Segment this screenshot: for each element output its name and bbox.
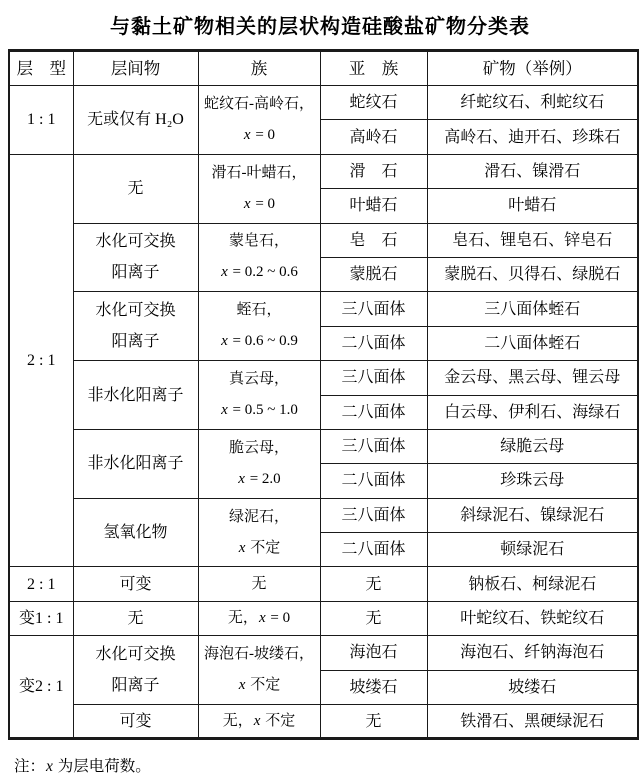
table-cell: 叶蜡石 xyxy=(320,189,427,223)
table-row xyxy=(9,705,638,739)
table-cell: 无 xyxy=(320,705,427,739)
table-cell: 滑石、镍滑石 xyxy=(427,154,638,188)
table-cell: 无 xyxy=(73,154,198,223)
table-cell: 海泡石 xyxy=(320,636,427,670)
table-cell: 顿绿泥石 xyxy=(427,533,638,567)
table-cell: 二八面体蛭石 xyxy=(427,326,638,360)
column-header-layer-type: 层 型 xyxy=(9,51,73,86)
table-cell: 无，x = 0 xyxy=(198,601,320,635)
column-header-interlayer-material: 层间物 xyxy=(73,51,198,86)
table-cell: 2 : 1 xyxy=(9,154,73,567)
table-row xyxy=(9,292,638,326)
table-row xyxy=(9,361,638,395)
table-cell: 叶蜡石 xyxy=(427,189,638,223)
table-row xyxy=(9,498,638,532)
table-cell: 无 xyxy=(198,567,320,601)
table-cell: 皂石、锂皂石、锌皂石 xyxy=(427,223,638,257)
table-cell: 蛇纹石 xyxy=(320,86,427,120)
table-cell: 滑 石 xyxy=(320,154,427,188)
table-cell: 二八面体 xyxy=(320,326,427,360)
footnote: 注：x 为层电荷数。 xyxy=(14,758,151,776)
column-header-mineral-examples: 矿物（举例） xyxy=(427,51,638,86)
table-cell: 珍珠云母 xyxy=(427,464,638,498)
table-row xyxy=(9,567,638,601)
header-row xyxy=(9,51,638,86)
table-cell: 二八面体 xyxy=(320,533,427,567)
table-cell: 三八面体蛭石 xyxy=(427,292,638,326)
column-header-group: 族 xyxy=(198,51,320,86)
table-cell: 二八面体 xyxy=(320,464,427,498)
table-cell: 无 xyxy=(320,601,427,635)
table-cell: 三八面体 xyxy=(320,498,427,532)
table-cell: 高岭石 xyxy=(320,120,427,154)
table-cell: 绿脆云母 xyxy=(427,429,638,463)
table-cell: 坡缕石 xyxy=(320,670,427,704)
table-cell: 钠板石、柯绿泥石 xyxy=(427,567,638,601)
table-cell: 无 xyxy=(73,601,198,635)
table-cell: 坡缕石 xyxy=(427,670,638,704)
table-cell: 无，x 不定 xyxy=(198,705,320,739)
table-row xyxy=(9,86,638,120)
table-row xyxy=(9,154,638,188)
table-cell: 水化可交换 阳离子 xyxy=(73,636,198,705)
table-cell: 三八面体 xyxy=(320,292,427,326)
table-cell: 变1 : 1 xyxy=(9,601,73,635)
table-row xyxy=(9,636,638,670)
table-cell: 可变 xyxy=(73,567,198,601)
table-cell: 斜绿泥石、镍绿泥石 xyxy=(427,498,638,532)
table-cell: 绿泥石， x 不定 xyxy=(198,498,320,567)
column-header-subgroup: 亚 族 xyxy=(320,51,427,86)
table-cell: 非水化阳离子 xyxy=(73,429,198,498)
table-cell: 1 : 1 xyxy=(9,86,73,155)
table-cell: 白云母、伊利石、海绿石 xyxy=(427,395,638,429)
table-cell: 叶蛇纹石、铁蛇纹石 xyxy=(427,601,638,635)
table-cell: 水化可交换 阳离子 xyxy=(73,223,198,292)
table-cell: 无 xyxy=(320,567,427,601)
table-cell: 变2 : 1 xyxy=(9,636,73,739)
table-cell: 真云母， x = 0.5 ~ 1.0 xyxy=(198,361,320,430)
table-cell: 海泡石-坡缕石， x 不定 xyxy=(198,636,320,705)
table-cell: 二八面体 xyxy=(320,395,427,429)
table-cell: 蛇纹石-高岭石， x = 0 xyxy=(198,86,320,155)
table-cell: 脆云母， x = 2.0 xyxy=(198,429,320,498)
table-cell: 金云母、黑云母、锂云母 xyxy=(427,361,638,395)
table-cell: 海泡石、纤钠海泡石 xyxy=(427,636,638,670)
table-cell: 蛭石， x = 0.6 ~ 0.9 xyxy=(198,292,320,361)
table-cell: 三八面体 xyxy=(320,361,427,395)
table-cell: 2 : 1 xyxy=(9,567,73,601)
table-cell: 滑石-叶蜡石， x = 0 xyxy=(198,154,320,223)
table-cell: 高岭石、迪开石、珍珠石 xyxy=(427,120,638,154)
table-cell: 纤蛇纹石、利蛇纹石 xyxy=(427,86,638,120)
table-row xyxy=(9,429,638,463)
table-cell: 蒙脱石、贝得石、绿脱石 xyxy=(427,257,638,291)
table-cell: 皂 石 xyxy=(320,223,427,257)
page-title: 与黏土矿物相关的层状构造硅酸盐矿物分类表 xyxy=(110,16,530,38)
table-cell: 三八面体 xyxy=(320,429,427,463)
table-cell: 蒙皂石， x = 0.2 ~ 0.6 xyxy=(198,223,320,292)
table-cell: 可变 xyxy=(73,705,198,739)
table-row xyxy=(9,601,638,635)
table-cell: 水化可交换 阳离子 xyxy=(73,292,198,361)
table-cell: 氢氧化物 xyxy=(73,498,198,567)
table-row xyxy=(9,223,638,257)
table-cell: 铁滑石、黑硬绿泥石 xyxy=(427,705,638,739)
table-body xyxy=(9,86,638,739)
mineral-classification-table xyxy=(8,49,639,740)
table-cell: 非水化阳离子 xyxy=(73,361,198,430)
table-cell: 蒙脱石 xyxy=(320,257,427,291)
table-cell: 无或仅有 H₂O xyxy=(73,86,198,155)
